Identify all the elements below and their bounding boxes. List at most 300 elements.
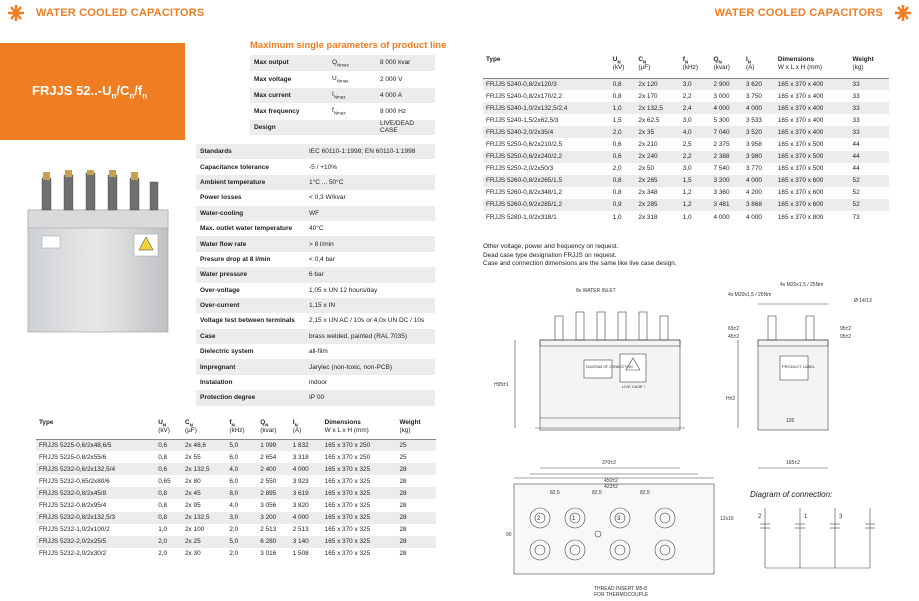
dim-825a: 82,5 [550, 490, 560, 496]
table-cell: 0,8 [610, 175, 636, 187]
spec-row [196, 298, 435, 313]
spec-row [196, 252, 435, 267]
spec-row [196, 359, 435, 374]
dim-h2: H±2 [726, 396, 736, 402]
product-label-text: PRODUCT LABEL [782, 364, 816, 369]
table-cell: 4 000 [290, 512, 322, 524]
table-cell: 165 x 370 x 400 [777, 116, 824, 124]
type-table-right [483, 54, 889, 223]
table-cell: 2 900 [711, 78, 743, 90]
column-header: Type [39, 419, 54, 426]
dim-90: 90 [506, 532, 512, 538]
table-row [483, 199, 889, 211]
spec-label: Water-cooling [196, 206, 305, 221]
table-cell: 0,6 [155, 439, 182, 451]
table-cell: 1,5 [612, 116, 622, 124]
table-cell: FRJJS 5232-0,6/2x132,5/4 [36, 463, 155, 475]
table-cell: 5,0 [226, 439, 257, 451]
table-cell: FRJJS 5232-2,0/2x30/2 [39, 550, 107, 558]
table-cell: 28 [399, 502, 407, 510]
table-cell: 25 [396, 439, 436, 451]
table-row [36, 451, 436, 463]
product-name: FRJJS $52..-U_n/C_n/f_n$ [32, 82, 148, 101]
thermocouple-label: FOR THERMOCOUPLE [594, 592, 649, 598]
dim-135: 135 [786, 418, 795, 424]
column-header: Weight (kg) [399, 419, 421, 435]
table-row [483, 90, 889, 102]
table-cell: 33 [850, 78, 889, 90]
conn-terminal-label: 3 [839, 514, 843, 520]
spec-value: 2,15 x UN AC / 10s or 4,0x UN DC / 10s [309, 317, 425, 325]
table-cell: 3 000 [713, 92, 730, 100]
company-logo-icon [6, 4, 26, 22]
table-cell: 3 750 [745, 92, 762, 100]
table-cell: FRJJS 5232-0,8/2x132,5/3 [36, 512, 155, 524]
table-cell: FRJJS 5240-1,0/2x132,5/2,4 [483, 102, 610, 114]
table-cell: 3 620 [743, 78, 775, 90]
table-cell: FRJJS 5240-0,8/2x120/3 [483, 78, 610, 90]
water-inlet-label: 8x WATER INLET [576, 288, 616, 294]
spec-value: > 8 l/min [305, 236, 435, 251]
product-name-block [0, 43, 185, 140]
table-cell: 0,8 [612, 189, 622, 197]
table-cell: 2,0 [229, 550, 239, 558]
table-cell: 2,0 [229, 526, 239, 534]
table-cell: 165 x 370 x 600 [775, 175, 850, 187]
table-cell: 3 481 [711, 199, 743, 211]
table-cell: 0,6 [612, 141, 622, 149]
table-cell: 2x 80 [184, 477, 201, 485]
header-left [6, 3, 204, 23]
table-cell: 2x 210 [638, 141, 658, 149]
column-header: Weight (kg) [852, 56, 874, 72]
table-cell: 0,8 [158, 453, 168, 461]
dim-95a: 95±2 [840, 326, 852, 332]
table-cell: 3 140 [290, 536, 322, 548]
table-cell: FRJJS 5260-0,8/2x348/1,2 [486, 189, 563, 197]
table-cell: 1 099 [257, 439, 289, 451]
param-label: Max output [250, 55, 328, 71]
param-value: LIVE/DEAD CASE [376, 119, 435, 135]
table-cell: 3 820 [292, 502, 309, 510]
table-cell: FRJJS 5232-0,65/2x80/6 [39, 477, 110, 485]
spec-value: < 0,3 W/kvar [309, 194, 346, 202]
dim-825b: 82,5 [592, 490, 602, 496]
dim-h95: H95±1 [494, 382, 509, 388]
table-cell: 3 200 [257, 512, 289, 524]
column-header: $f_N$ (kHz) [682, 56, 698, 72]
table-cell: 2x 120 [635, 78, 679, 90]
diameter-label: Ø 14/13 [854, 298, 872, 304]
table-cell: 4 000 [713, 213, 730, 221]
table-row [36, 524, 436, 536]
spec-value: brass welded, painted (RAL 7035) [305, 329, 435, 344]
table-cell: 33 [850, 126, 889, 138]
live-case-label: LIVE CASE ! [622, 384, 645, 389]
table-row [36, 475, 436, 487]
table-cell: 52 [852, 189, 860, 197]
table-cell: 2,2 [682, 92, 692, 100]
param-value: 2 000 V [376, 71, 435, 87]
table-cell: 4,0 [680, 126, 711, 138]
spec-label: Water pressure [196, 267, 305, 282]
spec-label: Ambient temperature [196, 175, 305, 190]
table-cell: 2,5 [682, 141, 692, 149]
table-cell: 3 520 [743, 126, 775, 138]
table-row [483, 126, 889, 138]
terminal-label: 2 [537, 516, 541, 522]
table-cell: 2x 170 [638, 92, 658, 100]
param-row [250, 87, 435, 103]
spec-row [196, 175, 435, 190]
dim-423: 423±2 [604, 484, 618, 490]
note-line: Other voltage, power and frequency on request. [483, 243, 619, 250]
table-cell: 2,2 [680, 151, 711, 163]
table-cell: 0,8 [155, 512, 182, 524]
table-cell: 4 000 [743, 102, 775, 114]
table-cell: FRJJS 5232-2,0/2x25/5 [36, 536, 155, 548]
table-cell: FRJJS 5250-2,0/2x50/3 [486, 165, 554, 173]
spec-label: Power losses [200, 194, 242, 202]
column-header: Type [486, 56, 501, 63]
spec-value: < 0,4 bar [309, 255, 335, 263]
table-cell: 3 056 [260, 502, 277, 510]
table-cell: 2x 45 [182, 487, 226, 499]
table-cell: 2x 132,5 [182, 463, 226, 475]
table-cell: 165 x 370 x 325 [322, 487, 397, 499]
table-cell: 2 375 [713, 141, 730, 149]
param-row [250, 55, 435, 71]
table-cell: 3 923 [292, 477, 309, 485]
spec-value: 1,05 x UN 12 hours/day [309, 286, 378, 294]
table-cell: FRJJS 5240-0,8/2x170/2,2 [486, 92, 563, 100]
param-symbol: $U_{Nmax}$ [328, 71, 376, 87]
table-cell: 165 x 370 x 325 [322, 536, 397, 548]
spec-value: all-film [309, 348, 328, 356]
table-cell: 2x 265 [635, 175, 679, 187]
table-cell: 165 x 370 x 325 [324, 526, 371, 534]
dim-370: 370±2 [602, 460, 616, 466]
table-cell: 44 [852, 141, 860, 149]
table-cell: 2x 100 [184, 526, 205, 534]
table-row [483, 187, 889, 199]
table-cell: 28 [399, 550, 407, 558]
m20-side-label: 4x M20x1,5 / 25Nm [728, 292, 772, 298]
table-cell: 2x 48,6 [182, 439, 226, 451]
dim-45: 45±2 [728, 334, 740, 340]
spec-row [196, 159, 435, 174]
table-cell: 2x 62,5 [638, 116, 660, 124]
conn-terminal-label: 1 [804, 514, 808, 520]
table-cell: 3,0 [680, 78, 711, 90]
table-cell: 165 x 370 x 400 [775, 126, 850, 138]
table-cell: 165 x 370 x 500 [777, 141, 824, 149]
spec-label: Impregnant [196, 359, 305, 374]
table-cell: 0,8 [158, 502, 168, 510]
spec-label: Presure drop at 8 l/min [200, 255, 271, 263]
spec-value: IEC 60110-1:1998; EN 60110-1:1998 [305, 144, 435, 159]
spec-label: Instalation [200, 379, 233, 387]
table-cell: 28 [399, 477, 407, 485]
table-cell: FRJJS 5250-0,6/2x240/2,2 [483, 151, 610, 163]
table-cell: 2x 132,5 [182, 512, 226, 524]
table-cell: 3 533 [745, 116, 762, 124]
table-cell: FRJJS 5240-1,5/2x62,5/3 [486, 116, 559, 124]
table-cell: 1,0 [682, 213, 692, 221]
table-cell: 0,8 [612, 92, 622, 100]
spec-row [196, 283, 435, 298]
table-cell: 0,6 [155, 463, 182, 475]
spec-row [196, 313, 435, 328]
table-cell: 165 x 370 x 500 [775, 151, 850, 163]
spec-label: Case [196, 329, 305, 344]
table-cell: 3,0 [682, 116, 692, 124]
dim-450: 450±2 [604, 478, 618, 484]
param-value: 4 000 A [376, 87, 435, 103]
note-line: Case and connection dimensions are the same like live case design. [483, 260, 677, 268]
table-cell: 165 x 370 x 800 [777, 213, 824, 221]
spec-row [196, 390, 435, 405]
table-cell: 33 [852, 116, 860, 124]
table-cell: 2 400 [257, 463, 289, 475]
capacitor-photo [22, 170, 182, 335]
table-row [36, 512, 436, 524]
table-cell: 33 [852, 92, 860, 100]
m20-top-label: 4x M20x1,5 / 25Nm [780, 282, 824, 288]
table-cell: 0,65 [158, 477, 171, 485]
table-cell: 2x 95 [184, 502, 201, 510]
table-cell: 2 513 [260, 526, 277, 534]
table-cell: FRJJS 5240-2,0/2x35/4 [483, 126, 610, 138]
table-cell: 6 280 [257, 536, 289, 548]
table-row [36, 487, 436, 499]
terminal-label: 3 [617, 516, 621, 522]
table-row [483, 138, 889, 150]
connection-diagram-title: Diagram of connection: [750, 490, 833, 499]
table-row [36, 463, 436, 475]
spec-row [196, 190, 435, 205]
spec-value: 6 bar [305, 267, 435, 282]
table-cell: 2,4 [680, 102, 711, 114]
param-row [250, 103, 435, 119]
table-cell: 2x 132,5 [635, 102, 679, 114]
table-cell: 1,0 [610, 102, 636, 114]
table-cell: 4 000 [745, 213, 762, 221]
table-cell: 0,9 [610, 199, 636, 211]
notes [483, 243, 677, 269]
table-cell: 1,5 [680, 175, 711, 187]
spec-label: Over-current [196, 298, 305, 313]
dim-825c: 82,5 [640, 490, 650, 496]
table-cell: 2x 348 [638, 189, 658, 197]
spec-value: 1°C ... 50°C [305, 175, 435, 190]
spec-value: IP 00 [305, 390, 435, 405]
header-title-left: WATER COOLED CAPACITORS [36, 7, 205, 19]
spec-label: Dielectric system [200, 348, 254, 356]
table-cell: 1,0 [158, 526, 168, 534]
spec-row [196, 221, 435, 236]
table-cell: 5 300 [713, 116, 730, 124]
column-header: $Q_N$ (kvar) [260, 419, 277, 435]
param-label: Max frequency [250, 103, 328, 119]
param-symbol: $I_{Nmax}$ [328, 87, 376, 103]
table-cell: FRJJS 5232-0,8/2x95/4 [39, 502, 107, 510]
table-cell: FRJJS 5225-0,6/2x48,6/5 [36, 439, 155, 451]
company-logo-icon [893, 4, 913, 22]
table-cell: 2x 35 [635, 126, 679, 138]
table-cell: 6,0 [229, 453, 239, 461]
table-cell: 165 x 370 x 400 [775, 102, 850, 114]
table-cell: 2x 285 [635, 199, 679, 211]
table-cell: 3 200 [711, 175, 743, 187]
table-row [483, 175, 889, 187]
table-row [483, 114, 889, 126]
table-cell: 2,0 [155, 536, 182, 548]
table-cell: 4 000 [743, 175, 775, 187]
column-header: $U_N$ (kV) [612, 56, 625, 72]
dim-65: 65±2 [728, 326, 740, 332]
table-cell: 4 000 [290, 463, 322, 475]
spec-label: Over-voltage [200, 286, 240, 294]
table-row [36, 499, 436, 511]
table-cell: 2x 318 [638, 213, 658, 221]
table-cell: 3 619 [290, 487, 322, 499]
spec-row [196, 144, 435, 159]
spec-row [196, 206, 435, 221]
table-cell: 2 550 [260, 477, 277, 485]
spec-value: WF [305, 206, 435, 221]
param-value: 8 000 Hz [376, 103, 435, 119]
table-cell: 165 x 370 x 325 [324, 477, 371, 485]
table-cell: 1,0 [612, 213, 622, 221]
type-table-left [36, 417, 436, 560]
table-cell: 165 x 370 x 600 [777, 189, 824, 197]
spec-value: 40°C [309, 225, 324, 233]
terminal-label: 1 [572, 516, 576, 522]
table-cell: 28 [396, 487, 436, 499]
table-cell: 7 540 [713, 165, 730, 173]
table-row [36, 439, 436, 451]
table-cell: 5,0 [226, 536, 257, 548]
table-cell: 1,2 [682, 189, 692, 197]
table-cell: 2,0 [610, 126, 636, 138]
table-cell: 3 770 [745, 165, 762, 173]
table-cell: 1 508 [292, 550, 309, 558]
spec-row [196, 375, 435, 390]
table-cell: 6,0 [229, 477, 239, 485]
table-cell: FRJJS 5280-1,0/2x318/1 [486, 213, 557, 221]
table-cell: 1,2 [680, 199, 711, 211]
table-cell: 165 x 370 x 250 [324, 453, 371, 461]
table-row [36, 548, 436, 560]
table-cell: 3 868 [743, 199, 775, 211]
dim-165: 165±2 [786, 460, 800, 466]
table-cell: 44 [850, 151, 889, 163]
spec-row [196, 267, 435, 282]
param-label: Max voltage [250, 71, 328, 87]
table-cell: 33 [850, 102, 889, 114]
table-cell: 165 x 370 x 400 [775, 78, 850, 90]
table-cell: 8,0 [226, 487, 257, 499]
max-params-table [250, 55, 435, 136]
param-symbol: $Q_{Nmax}$ [328, 55, 376, 71]
table-cell: 2 654 [260, 453, 277, 461]
table-cell: 52 [850, 175, 889, 187]
table-cell: 28 [396, 512, 436, 524]
table-cell: 28 [399, 526, 407, 534]
table-cell: 2x 240 [635, 151, 679, 163]
column-header: $Q_N$ (kvar) [713, 56, 730, 72]
conn-terminal-label: 2 [758, 514, 762, 520]
param-label: Max current [250, 87, 328, 103]
column-header: $I_N$ (A) [745, 56, 755, 72]
table-cell: 0,6 [610, 151, 636, 163]
spec-label: Capacitance tolerance [200, 163, 270, 171]
table-row [483, 102, 889, 114]
table-cell: FRJJS 5260-0,9/2x285/1,2 [483, 199, 610, 211]
table-cell: 165 x 370 x 325 [324, 550, 371, 558]
table-cell: 52 [850, 199, 889, 211]
diagram-of-connection-label: DIAGRAM OF CONNECTION [586, 365, 633, 369]
table-cell: 25 [399, 453, 407, 461]
table-cell: 2x 30 [184, 550, 201, 558]
column-header: $I_N$ (A) [292, 419, 302, 435]
note-line: Dead case type designation FRJJS on request. [483, 251, 617, 259]
table-row [36, 536, 436, 548]
column-header: Dimensions W x L x H (mm) [324, 419, 369, 435]
column-header: Dimensions W x L x H (mm) [777, 56, 822, 72]
technical-drawing [480, 278, 916, 600]
param-symbol [328, 119, 376, 135]
table-cell: 1 832 [290, 439, 322, 451]
spec-value: -5 / +10% [309, 163, 338, 171]
spec-value: Jarylec (non-toxic, non-PCB) [305, 359, 435, 374]
spec-row [196, 329, 435, 344]
spec-label: Protection degree [196, 390, 305, 405]
table-cell: 2 895 [257, 487, 289, 499]
table-cell: 165 x 370 x 500 [777, 165, 824, 173]
table-cell: 7 040 [711, 126, 743, 138]
table-cell: 3 318 [292, 453, 309, 461]
header-title-right: WATER COOLED CAPACITORS [714, 7, 883, 19]
table-cell: 2x 50 [638, 165, 655, 173]
table-cell: 28 [396, 463, 436, 475]
table-cell: 165 x 370 x 325 [324, 502, 371, 510]
spec-row [196, 344, 435, 359]
spec-value: 1,15 x IN [305, 298, 435, 313]
table-cell: 3 980 [743, 151, 775, 163]
table-cell: 2,0 [158, 550, 168, 558]
spec-label: Standards [196, 144, 305, 159]
column-header: $U_N$ (kV) [158, 419, 170, 435]
table-cell: 165 x 370 x 400 [777, 92, 824, 100]
column-header: $C_N$ (µF) [638, 56, 651, 72]
table-cell: 3 016 [260, 550, 277, 558]
specifications-table [196, 144, 435, 406]
max-params-title: Maximum single parameters of product line [250, 40, 447, 51]
table-row [483, 163, 889, 175]
table-row [483, 211, 889, 223]
table-cell: 0,8 [155, 487, 182, 499]
spec-row [196, 236, 435, 251]
table-cell: 2x 55 [184, 453, 201, 461]
table-cell: 165 x 370 x 600 [775, 199, 850, 211]
table-cell: FRJJS 5260-0,8/2x265/1,5 [483, 175, 610, 187]
column-header: $f_N$ (kHz) [229, 419, 245, 435]
param-row [250, 119, 435, 135]
param-row [250, 71, 435, 87]
param-value: 8 000 kvar [376, 55, 435, 71]
